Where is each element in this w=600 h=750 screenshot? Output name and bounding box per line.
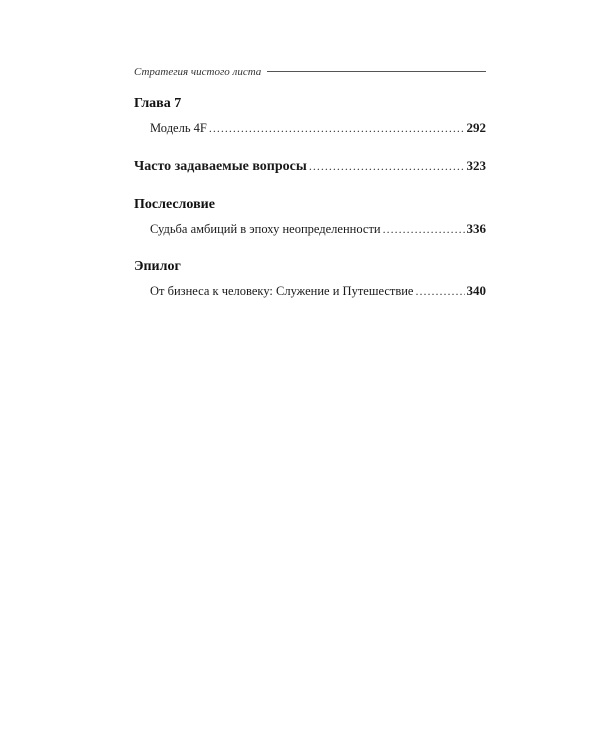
running-head bbox=[134, 66, 486, 78]
toc-section-title: Послесловие bbox=[134, 197, 215, 212]
toc-section-chapter-7 bbox=[134, 95, 486, 137]
table-of-contents bbox=[134, 95, 486, 320]
toc-leader-dots bbox=[309, 157, 465, 175]
toc-section-epilogue bbox=[134, 258, 486, 300]
running-head-title: Стратегия чистого листа bbox=[134, 66, 262, 78]
toc-leader-dots bbox=[383, 220, 465, 238]
toc-leader-dots bbox=[415, 282, 464, 300]
toc-page-number: 340 bbox=[466, 283, 486, 298]
toc-entry-title: Часто задаваемые вопросы bbox=[134, 159, 307, 174]
toc-entry-title: От бизнеса к человеку: Служение и Путешествие bbox=[150, 284, 414, 298]
toc-page-number: 336 bbox=[466, 221, 486, 236]
toc-entry[interactable] bbox=[134, 157, 486, 176]
toc-entry-title: Модель 4F bbox=[150, 121, 207, 135]
toc-section-title: Глава 7 bbox=[134, 96, 182, 111]
toc-entry-title: Судьба амбиций в эпоху неопределенности bbox=[150, 222, 381, 236]
toc-section-title: Эпилог bbox=[134, 259, 181, 274]
toc-section-afterword bbox=[134, 196, 486, 238]
toc-entry[interactable] bbox=[134, 119, 486, 137]
toc-entry[interactable] bbox=[134, 220, 486, 238]
toc-page-number: 323 bbox=[466, 158, 486, 173]
toc-entry[interactable] bbox=[134, 282, 486, 300]
toc-page-number: 292 bbox=[466, 120, 486, 135]
toc-leader-dots bbox=[209, 119, 465, 137]
running-head-rule bbox=[267, 71, 486, 72]
toc-section-faq bbox=[134, 157, 486, 176]
